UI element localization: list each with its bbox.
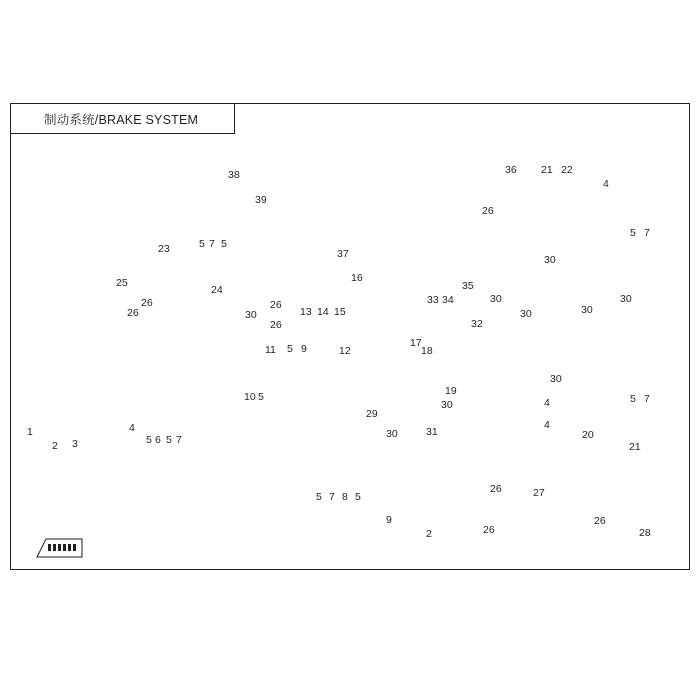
callout-number: 7 — [329, 491, 335, 503]
callout-number: 7 — [644, 393, 650, 405]
callout-number: 30 — [490, 293, 502, 305]
callout-number: 36 — [505, 164, 517, 176]
title-box — [10, 103, 235, 134]
callout-number: 4 — [544, 419, 550, 431]
callout-number: 5 — [316, 491, 322, 503]
callout-number: 35 — [462, 280, 474, 292]
callout-number: 5 — [630, 393, 636, 405]
callout-number: 10 — [244, 391, 256, 403]
callout-number: 22 — [561, 164, 573, 176]
callout-number: 5 — [355, 491, 361, 503]
callout-number: 31 — [426, 426, 438, 438]
callout-number: 5 — [287, 343, 293, 355]
callout-number: 4 — [129, 422, 135, 434]
callout-number: 26 — [490, 483, 502, 495]
callout-number: 20 — [582, 429, 594, 441]
callout-number: 21 — [629, 441, 641, 453]
callout-number: 23 — [158, 243, 170, 255]
callout-number: 8 — [342, 491, 348, 503]
callout-number: 11 — [265, 344, 276, 356]
callout-number: 30 — [441, 399, 453, 411]
callout-number: 21 — [541, 164, 553, 176]
callout-number: 26 — [127, 307, 139, 319]
page-title: 制动系统/BRAKE SYSTEM — [44, 112, 199, 127]
callout-number: 15 — [334, 306, 346, 318]
callout-number: 33 — [427, 294, 439, 306]
callout-number: 6 — [155, 434, 161, 446]
callout-number: 18 — [421, 345, 433, 357]
callout-number: 29 — [366, 408, 378, 420]
callout-number: 26 — [270, 319, 282, 331]
callout-number: 28 — [639, 527, 651, 539]
callout-number: 9 — [386, 514, 392, 526]
callout-number: 3 — [72, 438, 78, 450]
callout-number: 5 — [630, 227, 636, 239]
callout-number: 7 — [176, 434, 182, 446]
callout-number: 26 — [483, 524, 495, 536]
callout-number: 13 — [300, 306, 312, 318]
callout-number: 5 — [221, 238, 227, 250]
callout-number: 30 — [520, 308, 532, 320]
callout-number: 37 — [337, 248, 349, 260]
callout-number: 2 — [52, 440, 58, 452]
callout-number: 1 — [27, 426, 33, 438]
callout-number: 5 — [258, 391, 264, 403]
cfmoto-logo — [36, 535, 84, 559]
callout-number: 4 — [544, 397, 550, 409]
callout-number: 39 — [255, 194, 267, 206]
callout-number: 30 — [544, 254, 556, 266]
callout-number: 26 — [482, 205, 494, 217]
callout-number: 7 — [644, 227, 650, 239]
callout-number: 5 — [166, 434, 172, 446]
callout-number: 25 — [116, 277, 128, 289]
callout-number: 30 — [620, 293, 632, 305]
callout-number: 26 — [141, 297, 153, 309]
callout-number: 9 — [301, 343, 307, 355]
callout-number: 16 — [351, 272, 363, 284]
callout-number: 38 — [228, 169, 240, 181]
callout-number: 5 — [146, 434, 152, 446]
callout-number: 4 — [603, 178, 609, 190]
callout-number: 24 — [211, 284, 223, 296]
callout-number: 5 — [199, 238, 205, 250]
callout-number: 26 — [270, 299, 282, 311]
callout-number: 19 — [445, 385, 457, 397]
callout-number: 30 — [581, 304, 593, 316]
callout-number: 30 — [550, 373, 562, 385]
diagram-frame — [10, 103, 690, 570]
callout-number: 30 — [245, 309, 257, 321]
callout-number: 14 — [317, 306, 329, 318]
callout-number: 2 — [426, 528, 432, 540]
callout-number: 34 — [442, 294, 454, 306]
callout-number: 27 — [533, 487, 545, 499]
callout-number: 26 — [594, 515, 606, 527]
callout-number: 32 — [471, 318, 483, 330]
callout-number: 17 — [410, 337, 422, 349]
callout-number: 12 — [339, 345, 351, 357]
callout-number: 7 — [209, 238, 215, 250]
callout-number: 30 — [386, 428, 398, 440]
